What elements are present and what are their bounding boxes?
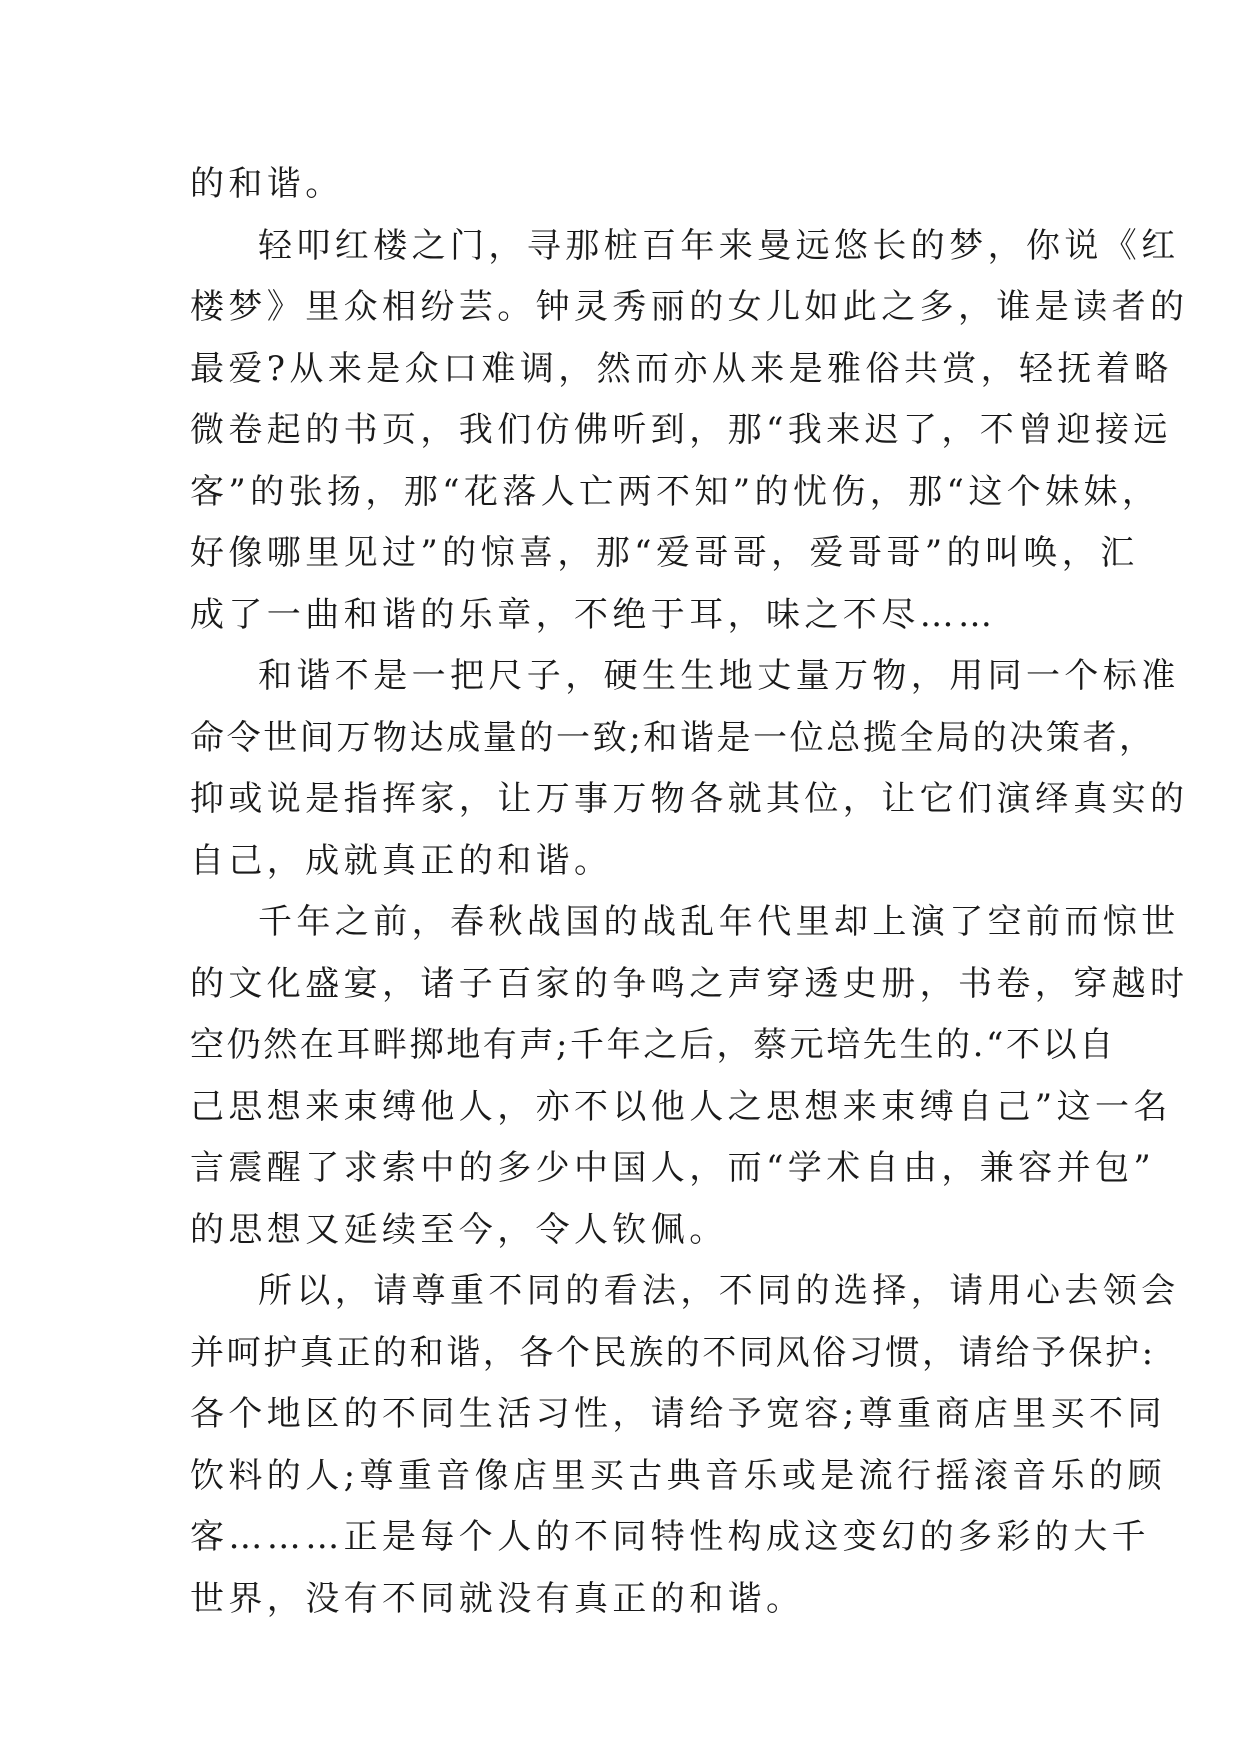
text-line: 己思想来束缚他人，亦不以他人之思想来束缚自己”这一名 [190,1086,1172,1127]
text-line: 抑或说是指挥家，让万事万物各就其位，让它们演绎真实的 [190,779,1189,819]
text-line: 空仍然在耳畔掷地有声;千年之后，蔡元培先生的.“不以自 [190,1025,1116,1065]
text-line: 命令世间万物达成量的一致;和谐是一位总揽全局的决策者， [190,717,1156,758]
text-line: 世界，没有不同就没有真正的和谐。 [190,1578,805,1619]
text-line: 楼梦》里众相纷芸。钟灵秀丽的女儿如此之多，谁是读者的 [190,287,1189,327]
text-line: 千年之前，春秋战国的战乱年代里却上演了空前而惊世 [258,902,1180,942]
text-line: 自己，成就真正的和谐。 [190,840,613,881]
text-line: 好像哪里见过”的惊喜，那“爱哥哥，爱哥哥”的叫唤，汇 [190,533,1139,573]
text-line: 饮料的人;尊重音像店里买古典音乐或是流行摇滚音乐的顾 [190,1455,1166,1496]
text-line: 各个地区的不同生活习性，请给予宽容;尊重商店里买不同 [190,1394,1166,1434]
text-line: 所以，请尊重不同的看法，不同的选择，请用心去领会 [258,1271,1180,1311]
paragraph-5 [190,1261,1180,1630]
text-line: 微卷起的书页，我们仿佛听到，那“我来迟了，不曾迎接远 [190,410,1172,450]
paragraph-1 [190,154,1070,216]
document-body [190,154,1189,1630]
text-line: 成了一曲和谐的乐章，不绝于耳，味之不尽…… [190,594,997,635]
text-line: 和谐不是一把尺子，硬生生地丈量万物，用同一个标准 [258,656,1180,696]
text-line: 客”的张扬，那“花落人亡两不知”的忧伤，那“这个妹妹， [190,471,1161,512]
paragraph-3 [190,646,1189,892]
text-line: 轻叩红楼之门，寻那桩百年来曼远悠长的梦，你说《红 [258,225,1180,266]
text-line: 并呵护真正的和谐，各个民族的不同风俗习惯，请给予保护: [190,1332,1156,1373]
paragraph-4 [190,892,1189,1261]
text-line: 言震醒了求索中的多少中国人，而“学术自由，兼容并包” [190,1148,1156,1188]
text-line: 的和谐。 [190,164,344,204]
text-line: 最爱?从来是众口难调，然而亦从来是雅俗共赏，轻抚着略 [190,348,1173,389]
text-line: 的文化盛宴，诸子百家的争鸣之声穿透史册，书卷，穿越时 [190,963,1189,1004]
paragraph-2 [190,216,1189,647]
text-line: 客………正是每个人的不同特性构成这变幻的多彩的大千 [190,1517,1150,1557]
text-line: 的思想又延续至今，令人钦佩。 [190,1209,728,1250]
